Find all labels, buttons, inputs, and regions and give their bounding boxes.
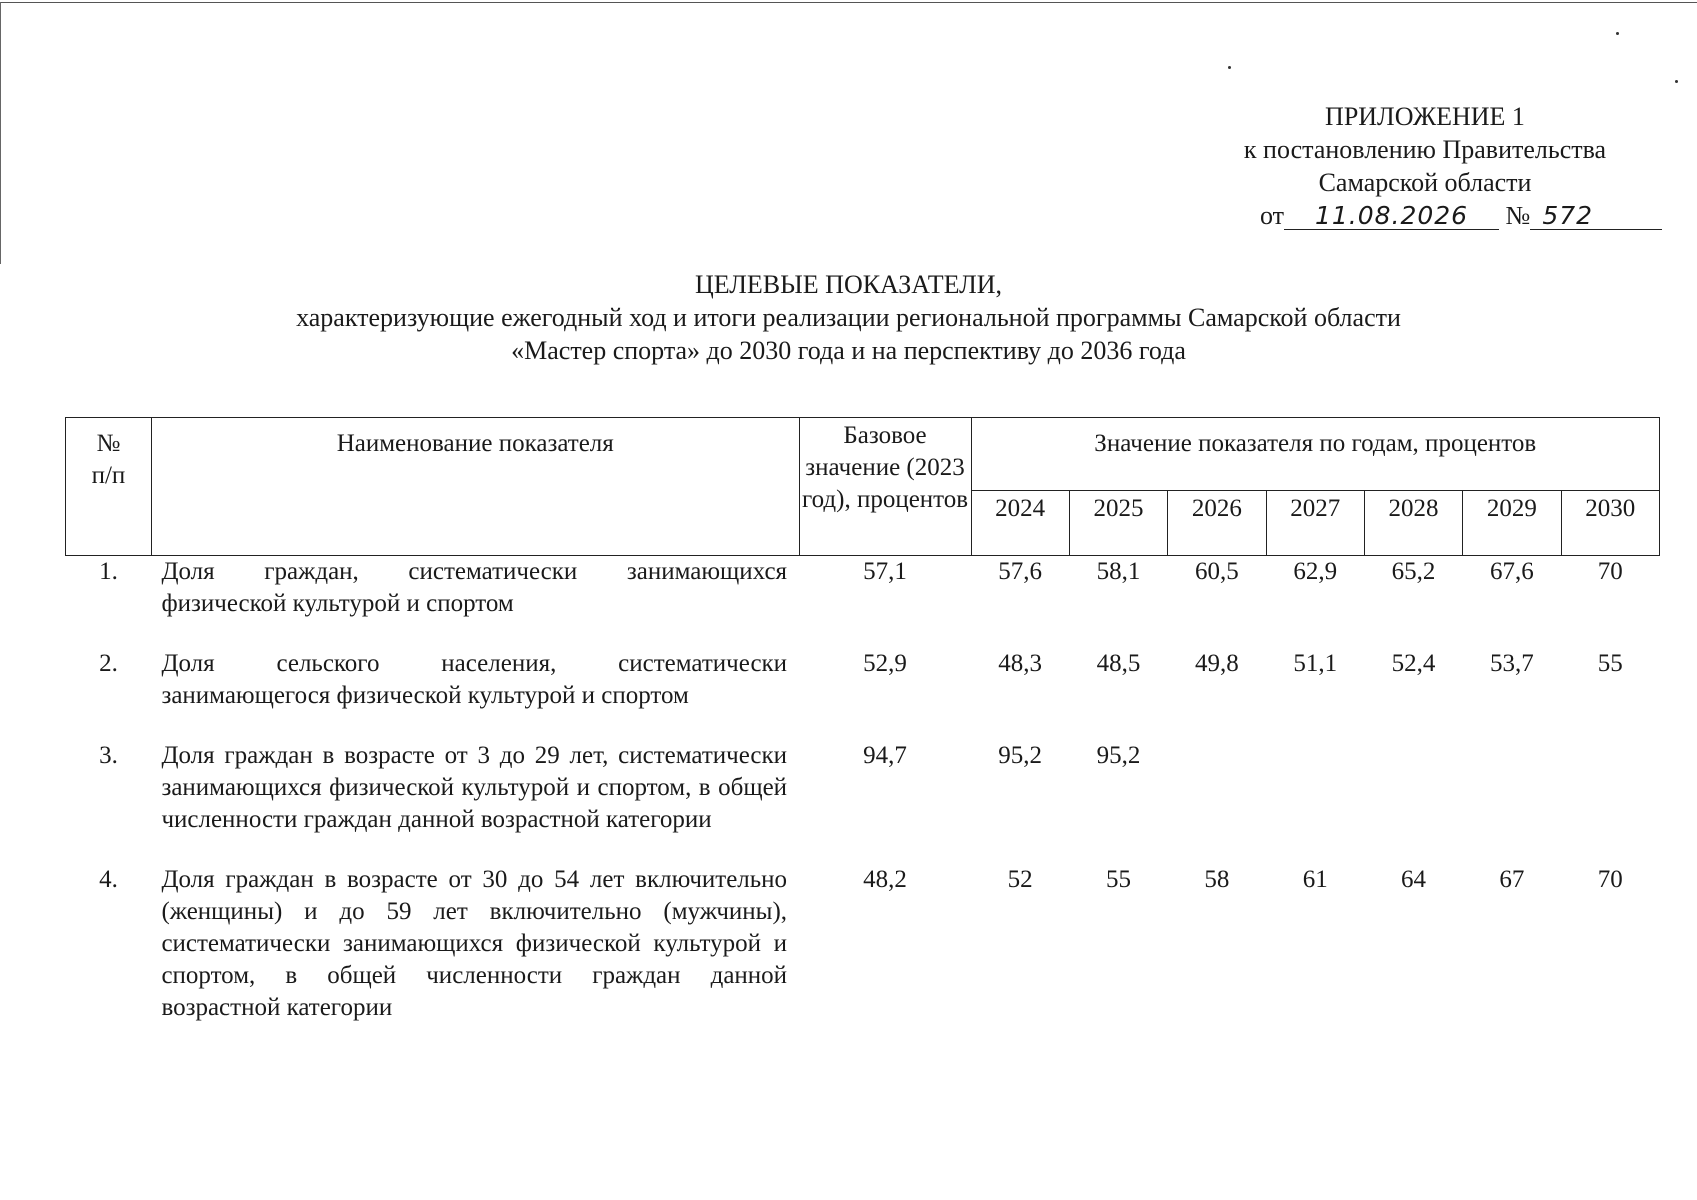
document-subtitle-1: характеризующие ежегодный ход и итоги реализации региональной программы Самарской области — [296, 303, 1401, 332]
indicators-table — [65, 417, 1660, 1024]
row-base-value: 48,2 — [863, 866, 907, 893]
table-row — [66, 556, 1660, 621]
date-prefix: от — [1260, 201, 1285, 230]
signed-date: 11.08.2026 — [1284, 203, 1499, 230]
row-year-value — [1168, 740, 1266, 836]
header-number: № п/п — [66, 418, 152, 556]
row-year-value: 48,3 — [998, 650, 1043, 677]
table-row — [66, 648, 1660, 712]
row-year-value: 67 — [1499, 866, 1525, 893]
appendix-line-2: Самарской области — [1318, 168, 1532, 197]
row-year-value: 53,7 — [1490, 650, 1534, 677]
row-number: 1. — [99, 558, 118, 585]
scan-border-top — [0, 2, 1697, 3]
header-values-by-year: Значение показателя по годам, процентов — [971, 418, 1660, 491]
table-row — [66, 864, 1660, 1024]
row-year-value — [1463, 740, 1561, 836]
header-year: 2026 — [1168, 491, 1266, 556]
row-indicator-name: Доля граждан, систематически занимающихся физической культурой и спортом — [161, 558, 788, 617]
header-year: 2028 — [1364, 491, 1462, 556]
row-year-value: 55 — [1106, 866, 1132, 893]
appendix-title: ПРИЛОЖЕНИЕ 1 — [1325, 102, 1525, 131]
row-year-value: 52 — [1007, 866, 1033, 893]
row-year-value: 95,2 — [998, 742, 1043, 769]
row-year-value: 64 — [1401, 866, 1427, 893]
document-subtitle-2: «Мастер спорта» до 2030 года и на перспективу до 2036 года — [511, 336, 1186, 365]
row-year-value: 60,5 — [1194, 558, 1239, 585]
row-year-value: 55 — [1597, 650, 1623, 677]
scan-speck — [1616, 32, 1619, 35]
row-indicator-name: Доля граждан в возрасте от 30 до 54 лет включительно (женщины) и до 59 лет включительно (мужчины), систематически занимающихся физической культурой и спортом, в общей численности граждан данной возрастной категории — [161, 866, 788, 1021]
row-base-value: 94,7 — [863, 742, 907, 769]
row-year-value: 51,1 — [1293, 650, 1338, 677]
row-indicator-name: Доля сельского населения, систематически занимающегося физической культурой и спортом — [161, 650, 788, 709]
row-year-value: 67,6 — [1490, 558, 1534, 585]
row-year-value: 58,1 — [1096, 558, 1141, 585]
row-year-value: 95,2 — [1096, 742, 1141, 769]
row-year-value: 57,6 — [998, 558, 1043, 585]
row-year-value: 65,2 — [1391, 558, 1436, 585]
row-number: 3. — [99, 742, 118, 769]
row-base-value: 57,1 — [863, 558, 907, 585]
row-year-value: 48,5 — [1096, 650, 1141, 677]
row-year-value — [1266, 740, 1364, 836]
table-row — [66, 740, 1660, 836]
row-base-value: 52,9 — [863, 650, 907, 677]
scan-speck — [1228, 66, 1231, 69]
scan-border-left — [0, 2, 1, 264]
number-prefix: № — [1505, 201, 1531, 230]
signed-number: 572 — [1530, 203, 1662, 230]
header-year: 2024 — [971, 491, 1069, 556]
row-number: 2. — [99, 650, 118, 677]
row-year-value — [1364, 740, 1462, 836]
header-year: 2027 — [1266, 491, 1364, 556]
row-year-value: 58 — [1204, 866, 1230, 893]
header-indicator-name: Наименование показателя — [151, 418, 799, 556]
row-year-value: 52,4 — [1391, 650, 1436, 677]
appendix-date-line — [1180, 199, 1670, 232]
header-base-value: Базовое значение (2023 год), процентов — [799, 418, 971, 556]
row-year-value: 70 — [1597, 866, 1623, 893]
row-year-value: 62,9 — [1293, 558, 1338, 585]
appendix-line-1: к постановлению Правительства — [1243, 135, 1607, 164]
row-year-value: 70 — [1597, 558, 1623, 585]
row-year-value: 49,8 — [1194, 650, 1239, 677]
document-title: ЦЕЛЕВЫЕ ПОКАЗАТЕЛИ, — [694, 270, 1003, 299]
header-year: 2025 — [1069, 491, 1167, 556]
document-title-block — [0, 268, 1697, 367]
appendix-header — [1180, 100, 1670, 232]
row-indicator-name: Доля граждан в возрасте от 3 до 29 лет, систематически занимающихся физической культурой и спортом, в общей численности граждан данной возрастной категории — [161, 742, 788, 833]
row-year-value — [1561, 740, 1659, 836]
row-number: 4. — [99, 866, 118, 893]
scan-speck — [1675, 80, 1678, 83]
row-year-value: 61 — [1302, 866, 1328, 893]
header-year: 2029 — [1463, 491, 1561, 556]
header-year: 2030 — [1561, 491, 1659, 556]
